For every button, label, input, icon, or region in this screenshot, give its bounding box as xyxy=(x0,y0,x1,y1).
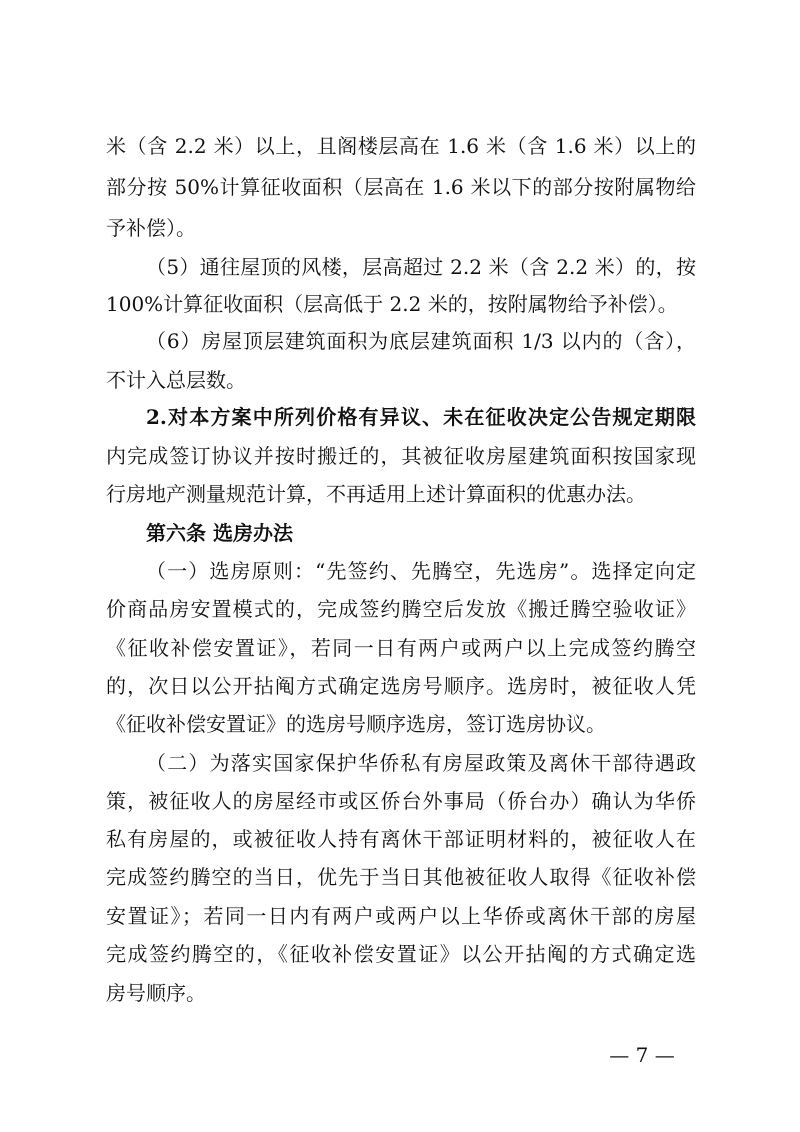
text-line: 米（含 2.2 米）以上，且阁楼层高在 1.6 米（含 1.6 米）以上的 xyxy=(106,134,696,158)
text-line: 予补偿）。 xyxy=(106,216,196,240)
text-line: 策，被征收人的房屋经市或区侨台外事局（侨台办）确认为华侨 xyxy=(106,789,696,813)
text-line: 行房地产测量规范计算，不再适用上述计算面积的优惠办法。 xyxy=(106,482,646,506)
text-line: 价商品房安置模式的，完成签约腾空后发放《搬迁腾空验收证》 xyxy=(106,597,696,621)
text-line: 房号顺序。 xyxy=(106,981,206,1005)
text-line: 内完成签订协议并按时搬迁的，其被征收房屋建筑面积按国家现 xyxy=(106,444,696,468)
text-line: （5）通往屋顶的风楼，层高超过 2.2 米（含 2.2 米）的，按 xyxy=(146,255,696,279)
text-line: 完成签约腾空的，《征收补偿安置证》以公开拈阄的方式确定选 xyxy=(106,942,696,966)
text-line: （一）选房原则：“先签约、先腾空，先选房”。选择定向定 xyxy=(146,559,696,583)
text-line: 的，次日以公开拈阄方式确定选房号顺序。选房时，被征收人凭 xyxy=(106,674,696,698)
text-line: 《征收补偿安置证》，若同一日有两户或两户以上完成签约腾空 xyxy=(106,636,696,660)
text-line: 100%计算征收面积（层高低于 2.2 米的，按附属物给予补偿）。 xyxy=(106,292,678,316)
section-heading: 第六条 选房办法 xyxy=(146,521,293,545)
text-line: 私有房屋的，或被征收人持有离休干部证明材料的，被征收人在 xyxy=(106,827,696,851)
page-number: — 7 — xyxy=(609,1043,675,1067)
text-line: 2.对本方案中所列价格有异议、未在征收决定公告规定期限 xyxy=(146,405,696,429)
text-line: 部分按 50%计算征收面积（层高在 1.6 米以下的部分按附属物给 xyxy=(106,175,696,199)
text-line: 不计入总层数。 xyxy=(106,368,246,392)
text-line: 安置证》；若同一日内有两户或两户以上华侨或离休干部的房屋 xyxy=(106,904,696,928)
text-line: （二）为落实国家保护华侨私有房屋政策及离休干部待遇政 xyxy=(146,751,696,775)
text-line: （6）房屋顶层建筑面积为底层建筑面积 1/3 以内的（含）， xyxy=(146,329,696,353)
text-line: 《征收补偿安置证》的选房号顺序选房，签订选房协议。 xyxy=(106,712,606,736)
text-line: 完成签约腾空的当日，优先于当日其他被征收人取得《征收补偿 xyxy=(106,865,696,889)
